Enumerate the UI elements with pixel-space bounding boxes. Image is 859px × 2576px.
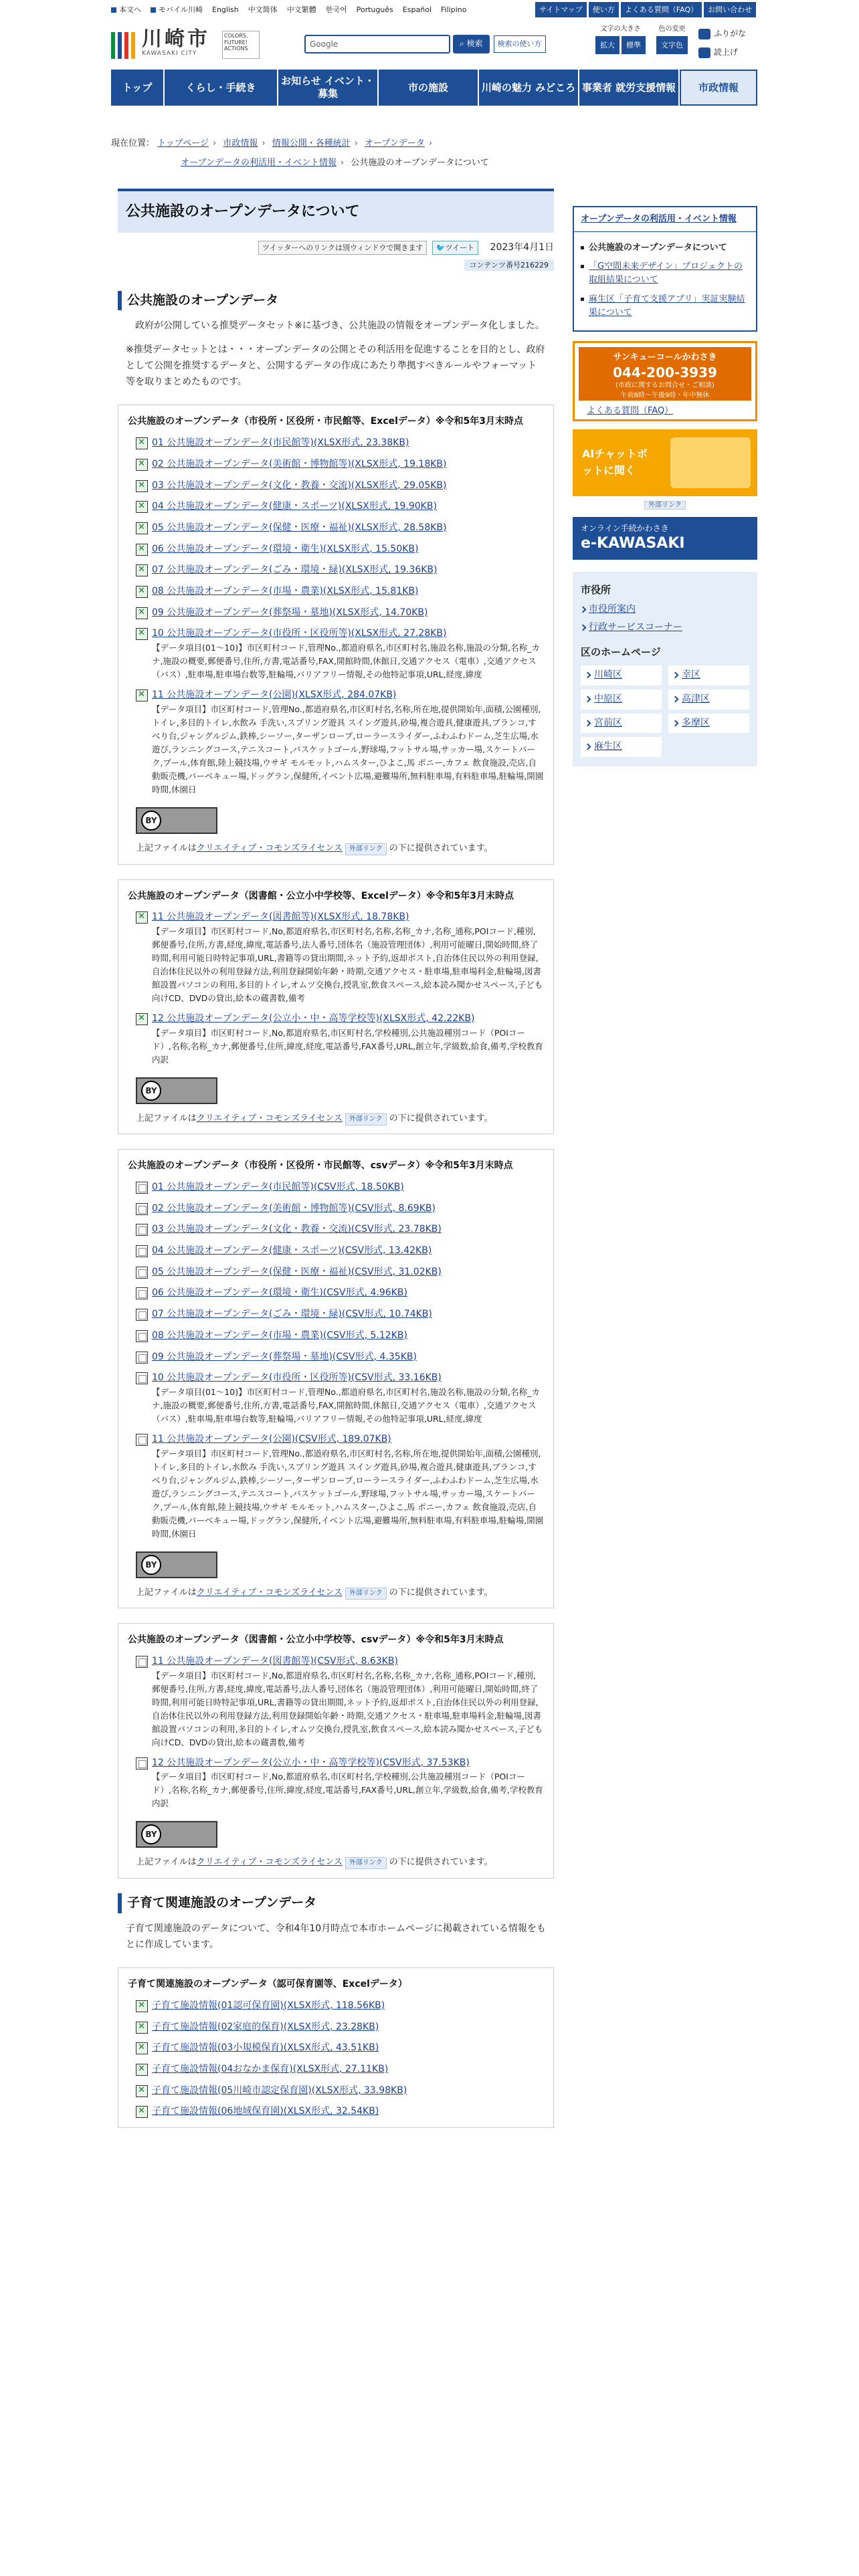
site-header [0,20,859,74]
related-links-box [573,206,757,332]
font-enlarge-button[interactable]: 拡大 [595,36,619,54]
childcare-section [118,1967,554,2128]
csv-file-icon [136,1224,148,1236]
excel-file-icon [136,564,148,576]
license-text: 上記ファイルはクリエイティブ・コモンズライセンス 外部リンク の下に提供されています。 [128,1112,544,1126]
intro-text: 政府が公開している推奨データセット※に基づき、公共施設の情報をオープンデータ化しました。 [135,320,545,332]
utility-right-links [535,2,756,17]
file-description: 【データ項目】市区町村コード,No,都道府県名,市区町村名,名称,名称_カナ,名称_通称,POIコード,種別,郵便番号,住所,方書,経度,緯度,電話番号,法人番号,団体名（施設管理団体）,利用可能曜日,開始時間,終了時間,利用可能日時特記事項,URL,書籍等の貸出期間,ネット予約,返却ポスト,自治体住民以外の利用登録,自治体住民以外の利用登録方法,利用登録開始年齢・時期,交通アクセス・駐車場,駐車場料金,駐輪場,図書館設置パソコンの利用,多目的トイレ,オムツ交換台,授乳室,飲食スペース,絵本読み聞かせスペース,子ども向けCD、DVDの貸出,絵本の蔵書数,備考 [152,926,543,1003]
excel-file-icon [136,586,148,598]
excel-file-icon [136,2106,148,2118]
utility-link[interactable]: Español [402,5,432,14]
file-item [136,1265,544,1280]
file-download-link[interactable]: 07 公共施設オープンデータ(ごみ・環境・緑)(XLSX形式, 19.36KB) [152,564,438,576]
cc-license-link[interactable]: クリエイティブ・コモンズライセンス [196,843,343,853]
excel-file-icon [136,689,148,702]
nav-top[interactable]: トップ [111,70,165,106]
open-data-section [118,1623,554,1879]
file-item [136,688,544,703]
excel-file-icon [136,1013,148,1025]
file-download-link[interactable]: 06 公共施設オープンデータ(環境・衛生)(XLSX形式, 15.50KB) [152,543,419,554]
breadcrumb: 現在位置： トップページ › 市政情報 › 情報公開・各種統計 › オープンデータ › オープンデータの利活用・イベント情報 › 公共施設のオープンデータについて [111,138,489,169]
excel-file-icon [136,2000,148,2012]
file-item [136,1202,544,1216]
main-content [118,189,554,2128]
color-change-button[interactable]: 文字色 [656,36,688,54]
call-phone: 044-200-3939 [613,364,717,381]
csv-file-icon [136,1287,148,1299]
file-item [136,1012,544,1027]
file-item [136,2105,544,2119]
note-text: ※推奨データセットとは・・・オープンデータの公開とその利活用を促進することを目的とし、政府として公開を推奨するデータと、公開するデータの作成にあたり準拠すべきルールやフォーマット等を取りまとめたものです。 [126,344,545,387]
external-link-badge: 外部リンク [345,1588,387,1600]
file-item [136,2020,544,2035]
cc-license-badge [136,1821,217,1848]
heading-childcare-facilities: 子育て関連施設のオープンデータ [118,1893,554,1913]
furigana-button[interactable]: ふりがな [698,24,746,43]
colors-future-logo: COLORS, FUTURE! ACTIONS [222,31,260,59]
breadcrumb-disclosure[interactable]: 情報公開・各種統計 [272,138,351,148]
csv-file-icon [136,1330,148,1342]
file-download-link[interactable]: 02 公共施設オープンデータ(美術館・博物館等)(XLSX形式, 19.18KB) [152,458,447,469]
excel-file-icon [136,2085,148,2097]
accessibility-tools [595,24,746,62]
color-change-group: 色の変更 文字色 [656,24,688,62]
page-title: 公共施設のオープンデータについて [118,189,554,233]
file-item [136,1329,544,1344]
chatbot-illustration-icon [670,437,751,488]
utility-links [111,4,476,15]
excel-file-icon [136,544,148,556]
excel-file-icon [136,628,148,640]
excel-file-icon [136,522,148,534]
ward-miyamae[interactable]: 宮前区 [594,717,622,728]
file-item [136,457,544,472]
twitter-notice: ツイッターへのリンクは別ウィンドウで開きます [258,241,427,255]
cc-license-badge [136,1551,217,1578]
publish-date: 2023年4月1日 [490,242,554,253]
excel-file-icon [136,2022,148,2034]
breadcrumb-top[interactable]: トップページ [157,138,209,148]
breadcrumb-current: 公共施設のオープンデータについて [351,158,489,169]
file-item [136,542,544,557]
file-item [136,2041,544,2056]
file-item [136,1432,544,1447]
font-standard-button[interactable]: 標準 [622,36,646,54]
open-data-section [118,405,554,864]
license-text: 上記ファイルはクリエイティブ・コモンズライセンス 外部リンク の下に提供されています。 [128,1856,544,1870]
section-title: 子育て関連施設のオープンデータ（認可保育園等、Excelデータ） [128,1979,407,1990]
utility-link[interactable]: 한국어 [325,5,347,14]
file-item [136,910,544,925]
sidebar-item-asao-app[interactable]: 麻生区「子育て支援アプリ」実証実験結果について [589,294,745,318]
file-download-link[interactable]: 02 公共施設オープンデータ(美術館・博物館等)(CSV形式, 8.69KB) [152,1202,436,1214]
file-download-link[interactable]: 子育て施設情報(05川崎市認定保育園)(XLSX形式, 33.98KB) [152,2084,407,2096]
utility-right-link[interactable]: お問い合わせ [704,2,756,17]
utility-link[interactable]: English [212,5,239,14]
csv-file-icon [136,1267,148,1279]
nav-business[interactable]: 事業者 就労支援情報 [579,70,680,106]
ward-heading: 区のホームページ [581,645,661,658]
csv-file-icon [136,1182,148,1194]
file-download-link[interactable]: 05 公共施設オープンデータ(保健・医療・福祉)(XLSX形式, 28.58KB) [152,522,447,533]
file-description: 【データ項目】市区町村コード,No,都道府県名,市区町村名,名称,名称_カナ,名称_通称,POIコード,種別,郵便番号,住所,方書,経度,緯度,電話番号,法人番号,団体名（施設管理団体）,利用可能曜日,開始時間,終了時間,利用可能日時特記事項,URL,書籍等の貸出期間,ネット予約,返却ポスト,自治体住民以外の利用登録,自治体住民以外の利用登録方法,利用登録開始年齢・時期,交通アクセス・駐車場,駐車場料金,駐輪場,図書館設置パソコンの利用,多目的トイレ,オムツ交換台,授乳室,飲食スペース,絵本読み聞かせスペース,子ども向けCD、DVDの貸出,絵本の蔵書数,備考 [152,1670,543,1747]
read-aloud-button[interactable]: 読上げ [698,43,746,62]
file-download-link[interactable]: 08 公共施設オープンデータ(市場・農業)(XLSX形式, 15.81KB) [152,585,419,597]
nav-news[interactable]: お知らせ イベント・募集 [278,70,379,106]
heading-public-facilities: 公共施設のオープンデータ [118,291,554,310]
file-download-link[interactable]: 子育て施設情報(03小規模保育)(XLSX形式, 43.51KB) [152,2042,379,2054]
file-download-link[interactable]: 07 公共施設オープンデータ(ごみ・環境・緑)(CSV形式, 10.74KB) [152,1309,432,1320]
cc-icon: BY [141,811,161,831]
file-description: 【データ項目(01～10)】市区町村コード,管理No.,都道府県名,市区町村名,施設名称,施設の分類,名称_カナ,施設の概要,郵便番号,住所,方書,電話番号,FAX,開館時間,休館日,交通アクセス（電車）,交通アクセス（バス）,駐車場,駐車場台数等,駐輪場,バリアフリー情報,その他特記事項,URL,経度,緯度 [152,1386,540,1424]
file-item [136,1999,544,2014]
file-download-link[interactable]: 06 公共施設オープンデータ(環境・衛生)(CSV形式, 4.96KB) [152,1287,407,1299]
search-button[interactable]: ⌕ 検索 [453,35,490,53]
section-title: 公共施設のオープンデータ（市役所・区役所・市民館等、Excelデータ）※令和5年3月末時点 [128,416,524,427]
file-item [136,521,544,536]
page-meta [118,241,554,271]
file-download-link[interactable]: 子育て施設情報(02家庭的保育)(XLSX形式, 23.28KB) [152,2021,379,2032]
cc-icon: BY [141,1555,161,1575]
twitter-icon: 🐦 [436,243,446,253]
file-download-link[interactable]: 11 公共施設オープンデータ(公園)(CSV形式, 189.07KB) [152,1433,391,1444]
cc-license-badge [136,807,217,834]
file-download-link[interactable]: 10 公共施設オープンデータ(市役所・区役所等)(XLSX形式, 27.28KB) [152,628,447,639]
excel-file-icon [136,911,148,924]
site-search [304,35,546,53]
cc-license-badge [136,1077,217,1104]
admin-service-corner-link[interactable]: 行政サービスコーナー [589,622,682,633]
external-link-badge: 外部リンク [345,1857,387,1869]
utility-link[interactable]: Português [356,5,393,14]
utility-link[interactable]: 本文へ [111,5,141,14]
file-download-link[interactable]: 04 公共施設オープンデータ(健康・スポーツ)(CSV形式, 13.42KB) [152,1245,432,1257]
external-link-badge: 外部リンク [644,501,686,510]
file-item [136,2062,544,2077]
file-item [136,606,544,621]
file-download-link[interactable]: 12 公共施設オープンデータ(公立小・中・高等学校等)(XLSX形式, 42.22KB) [152,1012,475,1024]
csv-file-icon [136,1372,148,1384]
open-data-section [118,879,554,1135]
excel-file-icon [136,501,148,513]
ward-nakahara[interactable]: 中原区 [594,693,622,704]
file-download-link[interactable]: 11 公共施設オープンデータ(図書館等)(CSV形式, 8.63KB) [152,1656,398,1667]
reading-tools [698,24,746,62]
tweet-button[interactable]: 🐦ツイート [432,241,478,255]
file-download-link[interactable]: 子育て施設情報(01認可保育園)(XLSX形式, 118.56KB) [152,2000,385,2011]
breadcrumb-open-data[interactable]: オープンデータ [365,138,425,148]
how-to-search-link[interactable]: 検索の使い方 [494,35,546,52]
cc-icon: BY [141,1824,161,1844]
external-link-badge: 外部リンク [345,1113,387,1125]
open-data-section [118,1149,554,1608]
file-item [136,563,544,578]
file-download-link[interactable]: 03 公共施設オープンデータ(文化・教養・交流)(CSV形式, 23.78KB) [152,1224,442,1235]
file-item [136,1286,544,1301]
file-description: 【データ項目】市区町村コード,管理No.,都道府県名,市区町村名,名称,所在地,提供開始年,面積,公園種別,トイレ,多目的トイレ,水飲み 手洗い,スプリング遊具 スイング遊具,砂場,複合遊具,健康遊具,ブランコ,すべり台,ジャングルジム,鉄棒,シーソー,ターザンロープ,ローラースライダー,ふわふわドーム,芝生広場,水遊び,ランニングコース,テニスコート,バスケットゴール,野球場,フットサル場,サッカー場,スケートパーク,プール,体育館,陸上競技場,ウサギ モルモット,ハムスター,ひよこ,馬 ポニー,カフェ 飲食施設,売店,自動販売機,バーベキュー場,ドッグラン,保健所,イベント広場,避難場所,無料駐車場,有料駐車場,駐輪場,開園時間,休園日 [152,1448,544,1539]
file-download-link[interactable]: 01 公共施設オープンデータ(市民館等)(CSV形式, 18.50KB) [152,1182,404,1193]
file-download-link[interactable]: 09 公共施設オープンデータ(葬祭場・墓地)(CSV形式, 4.35KB) [152,1351,417,1362]
city-name-en: KAWASAKI CITY [142,50,197,57]
csv-file-icon [136,1245,148,1257]
breadcrumb-city-info[interactable]: 市政情報 [223,138,258,148]
utility-right-link[interactable]: サイトマップ [535,2,587,17]
ai-chatbot-banner[interactable]: AIチャットボットに聞く [573,429,757,496]
nav-facilities[interactable]: 市の施設 [379,70,479,106]
file-item [136,1222,544,1237]
file-download-link[interactable]: 10 公共施設オープンデータ(市役所・区役所等)(CSV形式, 33.16KB) [152,1372,442,1384]
file-download-link[interactable]: 11 公共施設オープンデータ(図書館等)(XLSX形式, 18.78KB) [152,911,409,923]
global-nav [0,70,859,108]
file-download-link[interactable]: 子育て施設情報(06地域保育園)(XLSX形式, 32.54KB) [152,2106,379,2117]
faq-link[interactable]: よくある質問（FAQ） [587,405,674,416]
sidebar-category-link[interactable]: オープンデータの利活用・イベント情報 [581,214,737,224]
section-title: 公共施設のオープンデータ（市役所・区役所・市民館等、csvデータ）※令和5年3月末時点 [128,1160,513,1172]
file-item [136,1756,544,1771]
thank-you-call-box [573,341,757,421]
file-item [136,1307,544,1322]
utility-link[interactable]: モバイル川崎 [151,5,203,14]
file-item [136,500,544,514]
excel-file-icon [136,2064,148,2076]
csv-file-icon [136,1656,148,1668]
csv-file-icon [136,1434,148,1446]
search-input[interactable]: Google [304,35,450,53]
utility-link[interactable]: 中文简体 [248,5,278,14]
sidebar [573,206,757,766]
file-download-link[interactable]: 子育て施設情報(04おなかま保育)(XLSX形式, 27.11KB) [152,2064,389,2075]
file-description: 【データ項目】市区町村コード,No,都道府県名,市区町村名,学校種別,公共施設種別コード（POIコード）,名称,名称_カナ,郵便番号,住所,緯度,経度,電話番号,FAX番号,URL,創立年,学級数,給食,備考,学校教育内訳 [152,1772,543,1809]
file-download-link[interactable]: 04 公共施設オープンデータ(健康・スポーツ)(XLSX形式, 19.90KB) [152,501,437,512]
search-icon: ⌕ [460,39,467,48]
external-link-badge: 外部リンク [345,843,387,855]
nav-living[interactable]: くらし・手続き [165,70,278,106]
file-item [136,436,544,451]
file-download-link[interactable]: 08 公共施設オープンデータ(市場・農業)(CSV形式, 5.12KB) [152,1329,407,1341]
utility-link[interactable]: Filipino [441,5,467,14]
csv-file-icon [136,1352,148,1364]
file-download-link[interactable]: 11 公共施設オープンデータ(公園)(XLSX形式, 284.07KB) [152,689,397,701]
file-description: 【データ項目】市区町村コード,No,都道府県名,市区町村名,学校種別,公共施設種別コード（POIコード）,名称,名称_カナ,郵便番号,住所,緯度,経度,電話番号,FAX番号,URL,創立年,学級数,給食,備考,学校教育内訳 [152,1027,543,1065]
file-item [136,1350,544,1365]
font-size-group: 文字の大きさ 拡大 標準 [595,24,646,62]
file-item [136,627,544,641]
file-item [136,1244,544,1259]
file-item [136,1180,544,1195]
csv-file-icon [136,1757,148,1769]
sidebar-item-current: 公共施設のオープンデータについて [581,241,749,255]
license-text: 上記ファイルはクリエイティブ・コモンズライセンス 外部リンク の下に提供されています。 [128,842,544,856]
cc-license-link[interactable]: クリエイティブ・コモンズライセンス [196,1113,343,1123]
file-download-link[interactable]: 12 公共施設オープンデータ(公立小・中・高等学校等)(CSV形式, 37.53KB) [152,1757,470,1768]
ward-saiwai[interactable]: 幸区 [682,669,700,681]
ward-kawasaki[interactable]: 川崎区 [594,669,622,681]
file-download-link[interactable]: 01 公共施設オープンデータ(市民館等)(XLSX形式, 23.38KB) [152,437,409,449]
file-item [136,479,544,494]
cc-license-link[interactable]: クリエイティブ・コモンズライセンス [196,1587,343,1598]
call-banner[interactable]: サンキューコールかわさき 044-200-3939 (市政に関するお問合せ・ご相談) 午前8時～午後9時・年中無休 [579,347,751,401]
cc-icon: BY [141,1081,161,1101]
file-download-link[interactable]: 09 公共施設オープンデータ(葬祭場・墓地)(XLSX形式, 14.70KB) [152,607,428,618]
sidebar-item-g-space[interactable]: 「G空間未来デザイン」プロジェクトの取組結果について [589,261,743,286]
site-logo[interactable] [111,29,260,59]
file-item [136,1371,544,1386]
excel-file-icon [136,607,148,619]
file-download-link[interactable]: 03 公共施設オープンデータ(文化・教養・交流)(XLSX形式, 29.05KB) [152,479,447,491]
file-item [136,1654,544,1669]
ward-tama[interactable]: 多摩区 [682,717,710,728]
breadcrumb-utilization[interactable]: オープンデータの利活用・イベント情報 [181,158,337,169]
excel-file-icon [136,437,148,449]
excel-file-icon [136,459,148,471]
childcare-intro: 子育て関連施設のデータについて、令和4年10月時点で本市ホームページに掲載されている情報をもとに作成しています。 [126,1923,546,1950]
file-item [136,584,544,599]
file-download-link[interactable]: 05 公共施設オープンデータ(保健・医療・福祉)(CSV形式, 31.02KB) [152,1266,442,1277]
nav-city-info[interactable]: 市政情報 [680,70,757,106]
utility-right-link[interactable]: よくある質問（FAQ） [621,2,702,17]
csv-file-icon [136,1203,148,1215]
city-hall-guide-link[interactable]: 市役所案内 [589,603,636,615]
utility-right-link[interactable]: 使い方 [589,2,619,17]
city-name: 川崎市 [142,27,210,51]
city-links-box [573,572,757,766]
content-number: コンテンツ番号216229 [464,259,554,271]
file-description: 【データ項目】市区町村コード,管理No.,都道府県名,市区町村名,名称,所在地,提供開始年,面積,公園種別,トイレ,多目的トイレ,水飲み 手洗い,スプリング遊具 スイング遊具,砂場,複合遊具,健康遊具,ブランコ,すべり台,ジャングルジム,鉄棒,シーソー,ターザンロープ,ローラースライダー,ふわふわドーム,芝生広場,水遊び,ランニングコース,テニスコート,バスケットゴール,野球場,フットサル場,サッカー場,スケートパーク,プール,体育館,陸上競技場,ウサギ モルモット,ハムスター,ひよこ,馬 ポニー,カフェ 飲食施設,売店,自動販売機,バーベキュー場,ドッグラン,保健所,イベント広場,避難場所,無料駐車場,有料駐車場,駐輪場,開園時間,休園日 [152,704,544,794]
excel-file-icon [136,2042,148,2054]
utility-link[interactable]: 中文繁體 [286,5,316,14]
e-kawasaki-banner[interactable]: オンライン手続かわさき e-KAWASAKI [573,517,757,560]
file-description: 【データ項目(01～10)】市区町村コード,管理No.,都道府県名,市区町村名,施設名称,施設の分類,名称_カナ,施設の概要,郵便番号,住所,方書,電話番号,FAX,開館時間,休館日,交通アクセス（電車）,交通アクセス（バス）,駐車場,駐車場台数等,駐輪場,バリアフリー情報,その他特記事項,URL,経度,緯度 [152,643,540,680]
cc-license-link[interactable]: クリエイティブ・コモンズライセンス [196,1857,343,1868]
ward-asao[interactable]: 麻生区 [594,741,622,752]
city-heading: 市役所 [581,584,611,597]
logo-bars-icon [111,32,135,59]
license-text: 上記ファイルはクリエイティブ・コモンズライセンス 外部リンク の下に提供されています。 [128,1586,544,1600]
excel-file-icon [136,480,148,492]
csv-file-icon [136,1309,148,1321]
section-title: 公共施設のオープンデータ（図書館・公立小中学校等、csvデータ）※令和5年3月末時点 [128,1634,504,1646]
file-item [136,2084,544,2099]
ward-takatsu[interactable]: 高津区 [682,693,710,704]
nav-attractions[interactable]: 川崎の魅力 みどころ [479,70,579,106]
section-title: 公共施設のオープンデータ（図書館・公立小中学校等、Excelデータ）※令和5年3月末時点 [128,890,514,901]
utility-bar [0,0,859,20]
